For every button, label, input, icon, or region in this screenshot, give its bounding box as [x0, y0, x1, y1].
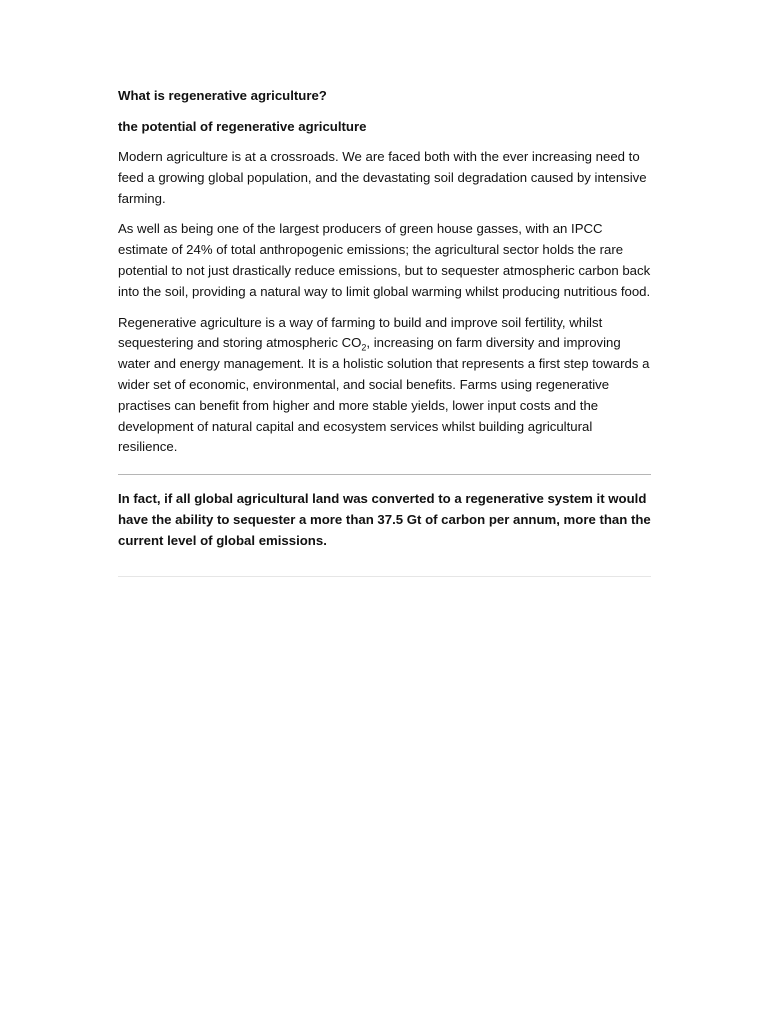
callout-text: In fact, if all global agricultural land was converted to a regenerative system it would have the ability to sequester a more than 37.5 Gt of carbon per annum, more than the current level of global emissions.	[118, 491, 651, 548]
divider-bottom	[118, 576, 651, 577]
paragraph-intro: Modern agriculture is at a crossroads. We are faced both with the ever increasing need to feed a growing global population, and the devastating soil degradation caused by intensive farming.	[118, 149, 647, 206]
paragraph-definition-end: , increasing on farm diversity and improving water and energy management. It is a holistic solution that represents a first step towards a wider set of economic, environmental, and social benefits. Farms using regenerative practises can benefit from higher and more stable yields, lower input costs and the development of natural capital and ecosystem services whilst building agricultural resilience.	[118, 335, 650, 455]
document-page	[118, 86, 651, 577]
document-subtitle: the potential of regenerative agriculture	[118, 119, 367, 134]
divider-top	[118, 474, 651, 475]
document-title: What is regenerative agriculture?	[118, 88, 327, 103]
paragraph-definition-start: Regenerative agriculture is a way of farming to build and improve soil fertility, whilst sequestering and storing atmospheric CO	[118, 314, 603, 351]
paragraph-definition	[118, 313, 651, 459]
paragraph-emissions: As well as being one of the largest producers of green house gasses, with an IPCC estimate of 24% of total anthropogenic emissions; the agricultural sector holds the rare potential to not just drastically reduce emissions, but to sequester atmospheric carbon back into the soil, providing a natural way to limit global warming whilst producing nutritious food.	[118, 221, 651, 299]
co2-subscript: 2	[361, 343, 367, 354]
